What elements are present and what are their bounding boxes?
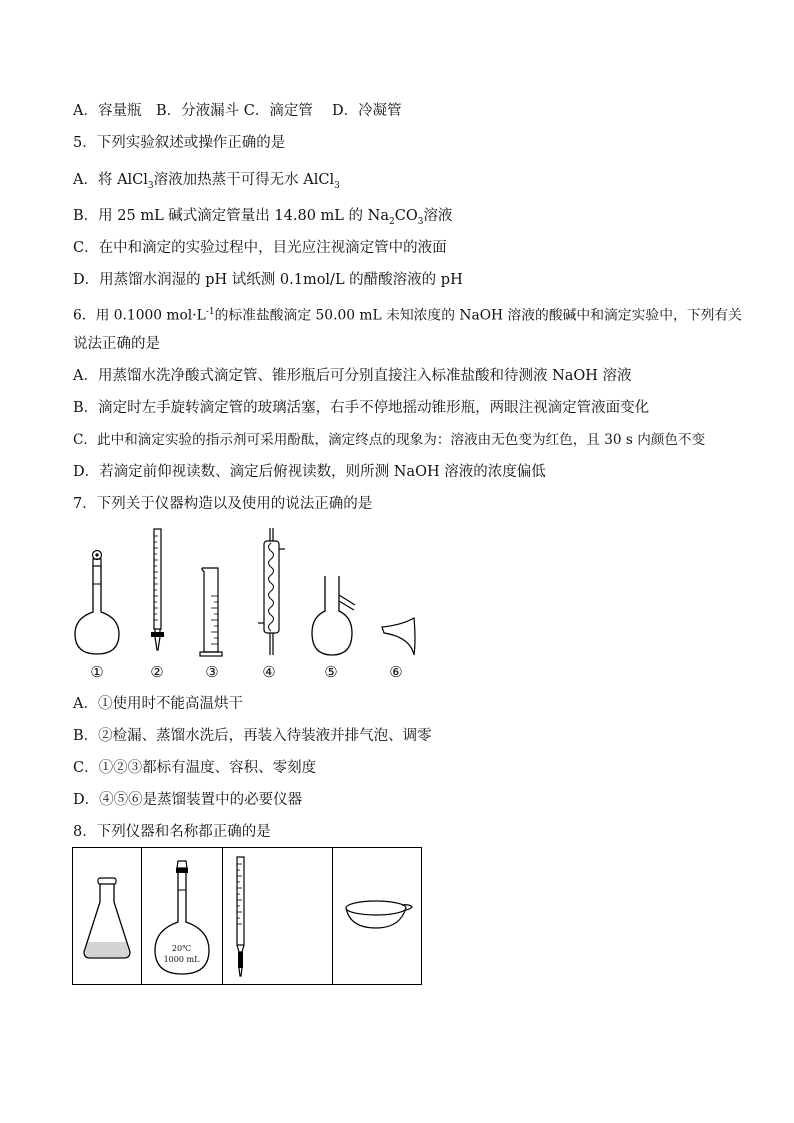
q6-option-a: A．用蒸馏水洗净酸式滴定管、锥形瓶后可分别直接注入标准盐酸和待测液 NaOH 溶液	[73, 368, 632, 384]
q5-stem: 5．下列实验叙述或操作正确的是	[73, 135, 286, 151]
crucible-tongs-illustration	[380, 617, 420, 659]
instrument-label-1: ①	[90, 663, 104, 681]
q7-option-a: A．①使用时不能高温烘干	[73, 696, 243, 712]
q7-stem: 7．下列关于仪器构造以及使用的说法正确的是	[73, 496, 373, 512]
volumetric-flask-illustration	[72, 548, 122, 658]
instrument-label-5: ⑤	[324, 663, 338, 681]
conical-flask-illustration	[81, 876, 133, 960]
q7-option-d: D．④⑤⑥是蒸馏装置中的必要仪器	[73, 792, 303, 808]
q8-cell-4	[332, 848, 421, 984]
q6-option-b: B．滴定时左手旋转滴定管的玻璃活塞，右手不停地摇动锥形瓶，两眼注视滴定管液面变化	[73, 400, 650, 416]
q6-option-c: C．此中和滴定实验的指示剂可采用酚酞，滴定终点的现象为：溶液由无色变为红色，且 30 s 内颜色不变	[73, 432, 706, 448]
q5-option-c: C．在中和滴定的实验过程中，目光应注视滴定管中的液面	[73, 240, 447, 256]
acid-burette-illustration	[230, 856, 254, 980]
q8-cell-1	[73, 848, 142, 984]
instrument-label-4: ④	[262, 663, 276, 681]
flask-volume-label: 1000 mL	[163, 955, 200, 964]
flask-temperature-label: 20℃	[171, 944, 192, 953]
burette-illustration	[146, 528, 170, 658]
instrument-label-6: ⑥	[389, 663, 403, 681]
q5-option-b: B．用 25 mL 碱式滴定管量出 14.80 mL 的 $Na_2CO_3$溶液	[73, 208, 453, 227]
evaporating-dish-illustration	[342, 898, 414, 932]
q6-stem-line1: 6．用 0.1000 $mol\cdot L^{-1}$的标准盐酸滴定 50.00 mL 未知浓度的 NaOH 溶液的酸碱中和滴定实验中，下列有关	[73, 307, 742, 324]
q5-option-a: A．将 AlCl$_3$溶液加热蒸干可得无水 AlCl$_3$	[73, 172, 340, 191]
q7-option-b: B．②检漏、蒸馏水洗后，再装入待装液并排气泡、调零	[73, 728, 432, 744]
instrument-label-2: ②	[150, 663, 164, 681]
q5-option-d: D．用蒸馏水润湿的 pH 试纸测 0.1mol/L 的醋酸溶液的 pH	[73, 272, 463, 288]
graduated-cylinder-illustration	[198, 566, 224, 658]
q8-cell-2	[141, 848, 223, 984]
q8-cell-3	[222, 848, 333, 984]
instrument-label-3: ③	[205, 663, 219, 681]
q7-option-c: C．①②③都标有温度、容积、零刻度	[73, 760, 317, 776]
condenser-illustration	[256, 527, 286, 657]
q4-options: A．容量瓶 B．分液漏斗 C．滴定管 D．冷凝管	[73, 103, 402, 119]
distillation-flask-illustration	[310, 575, 358, 659]
q8-stem: 8．下列仪器和名称都正确的是	[73, 824, 271, 840]
q8-instrument-table	[72, 847, 422, 985]
q6-option-d: D．若滴定前仰视读数、滴定后俯视读数，则所测 NaOH 溶液的浓度偏低	[73, 464, 546, 480]
q6-stem-line2: 说法正确的是	[73, 336, 160, 352]
